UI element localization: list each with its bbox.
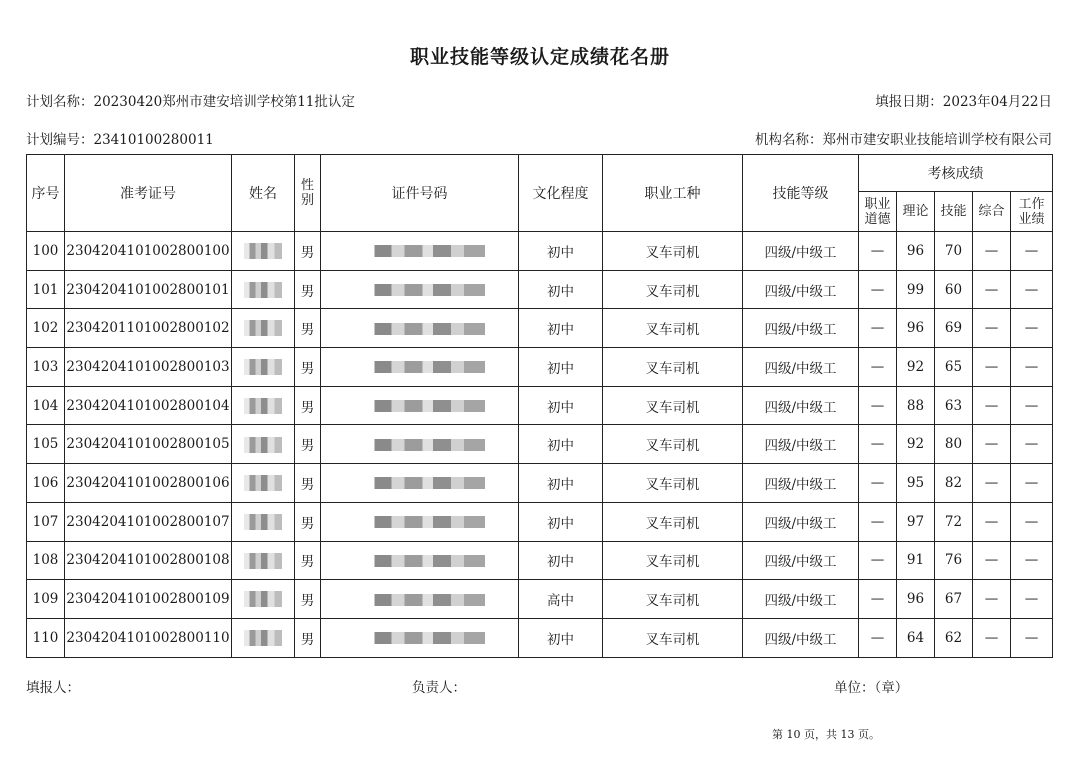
unit-stamp-label: 单位：（章） xyxy=(834,680,909,696)
skill-score-cell: 65 xyxy=(935,348,973,387)
exam-id-cell: 2304204101002800103 xyxy=(65,348,232,387)
redacted-name xyxy=(244,243,282,259)
skill-level-cell: 四级/中级工 xyxy=(743,541,859,580)
skill-level-cell: 四级/中级工 xyxy=(743,348,859,387)
theory-score-cell: 99 xyxy=(897,270,935,309)
exam-id-cell: 2304204101002800104 xyxy=(65,386,232,425)
name-cell xyxy=(232,580,295,619)
education-cell: 初中 xyxy=(519,502,603,541)
comprehensive-score-cell: — xyxy=(973,348,1011,387)
occupation-cell: 叉车司机 xyxy=(603,618,743,657)
table-row xyxy=(27,386,1053,425)
occupation-cell: 叉车司机 xyxy=(603,270,743,309)
education-cell: 初中 xyxy=(519,348,603,387)
redacted-id-number xyxy=(355,477,485,489)
org-name: 机构名称：郑州市建安职业技能培训学校有限公司 xyxy=(755,132,1052,148)
education-cell: 初中 xyxy=(519,270,603,309)
gender-cell: 男 xyxy=(295,309,321,348)
ethics-score-cell: — xyxy=(859,618,897,657)
theory-score-cell: 88 xyxy=(897,386,935,425)
work-score-cell: — xyxy=(1011,386,1053,425)
name-cell xyxy=(232,618,295,657)
col-skill: 技能 xyxy=(935,192,973,232)
seq-cell: 101 xyxy=(27,270,65,309)
header-row xyxy=(27,155,1053,192)
theory-score-cell: 96 xyxy=(897,580,935,619)
theory-score-cell: 91 xyxy=(897,541,935,580)
name-cell xyxy=(232,309,295,348)
skill-score-cell: 82 xyxy=(935,464,973,503)
skill-level-cell: 四级/中级工 xyxy=(743,386,859,425)
exam-id-cell: 2304204101002800101 xyxy=(65,270,232,309)
education-cell: 初中 xyxy=(519,618,603,657)
redacted-name xyxy=(244,320,282,336)
ethics-score-cell: — xyxy=(859,502,897,541)
education-cell: 初中 xyxy=(519,386,603,425)
seq-cell: 103 xyxy=(27,348,65,387)
seq-cell: 110 xyxy=(27,618,65,657)
education-cell: 初中 xyxy=(519,309,603,348)
comprehensive-score-cell: — xyxy=(973,464,1011,503)
redacted-id-number xyxy=(355,284,485,296)
col-gender: 性别 xyxy=(295,155,321,232)
plan-number: 计划编号：23410100280011 xyxy=(26,132,214,148)
seq-cell: 100 xyxy=(27,232,65,271)
exam-id-cell: 2304204101002800100 xyxy=(65,232,232,271)
work-score-cell: — xyxy=(1011,464,1053,503)
redacted-name xyxy=(244,591,282,607)
seq-cell: 108 xyxy=(27,541,65,580)
name-cell xyxy=(232,541,295,580)
table-row xyxy=(27,270,1053,309)
skill-score-cell: 76 xyxy=(935,541,973,580)
redacted-name xyxy=(244,630,282,646)
theory-score-cell: 96 xyxy=(897,232,935,271)
work-score-cell: — xyxy=(1011,618,1053,657)
comprehensive-score-cell: — xyxy=(973,580,1011,619)
gender-cell: 男 xyxy=(295,232,321,271)
table-row xyxy=(27,618,1053,657)
col-id-number: 证件号码 xyxy=(321,155,519,232)
exam-id-cell: 2304204101002800110 xyxy=(65,618,232,657)
skill-score-cell: 60 xyxy=(935,270,973,309)
seq-cell: 107 xyxy=(27,502,65,541)
seq-cell: 104 xyxy=(27,386,65,425)
skill-level-cell: 四级/中级工 xyxy=(743,232,859,271)
redacted-name xyxy=(244,475,282,491)
gender-cell: 男 xyxy=(295,618,321,657)
responsible-label: 负责人： xyxy=(412,680,466,696)
col-occupation: 职业工种 xyxy=(603,155,743,232)
gender-cell: 男 xyxy=(295,541,321,580)
id-number-cell xyxy=(321,541,519,580)
name-cell xyxy=(232,502,295,541)
col-scores: 考核成绩 xyxy=(859,155,1053,192)
skill-score-cell: 70 xyxy=(935,232,973,271)
ethics-score-cell: — xyxy=(859,580,897,619)
name-cell xyxy=(232,464,295,503)
score-roster-table xyxy=(26,154,1053,658)
occupation-cell: 叉车司机 xyxy=(603,502,743,541)
comprehensive-score-cell: — xyxy=(973,541,1011,580)
redacted-name xyxy=(244,359,282,375)
occupation-cell: 叉车司机 xyxy=(603,580,743,619)
occupation-cell: 叉车司机 xyxy=(603,464,743,503)
education-cell: 初中 xyxy=(519,232,603,271)
gender-cell: 男 xyxy=(295,580,321,619)
education-cell: 初中 xyxy=(519,464,603,503)
exam-id-cell: 2304204101002800109 xyxy=(65,580,232,619)
col-work-performance: 工作业绩 xyxy=(1011,192,1053,232)
skill-score-cell: 69 xyxy=(935,309,973,348)
skill-score-cell: 62 xyxy=(935,618,973,657)
name-cell xyxy=(232,386,295,425)
id-number-cell xyxy=(321,232,519,271)
redacted-name xyxy=(244,282,282,298)
redacted-id-number xyxy=(355,594,485,606)
ethics-score-cell: — xyxy=(859,232,897,271)
plan-name: 计划名称：20230420郑州市建安培训学校第11批认定 xyxy=(26,94,355,110)
skill-level-cell: 四级/中级工 xyxy=(743,425,859,464)
col-theory: 理论 xyxy=(897,192,935,232)
seq-cell: 105 xyxy=(27,425,65,464)
col-education: 文化程度 xyxy=(519,155,603,232)
redacted-id-number xyxy=(355,555,485,567)
col-skill-level: 技能等级 xyxy=(743,155,859,232)
skill-score-cell: 80 xyxy=(935,425,973,464)
gender-cell: 男 xyxy=(295,502,321,541)
education-cell: 初中 xyxy=(519,541,603,580)
comprehensive-score-cell: — xyxy=(973,309,1011,348)
theory-score-cell: 97 xyxy=(897,502,935,541)
id-number-cell xyxy=(321,618,519,657)
id-number-cell xyxy=(321,348,519,387)
gender-cell: 男 xyxy=(295,270,321,309)
gender-cell: 男 xyxy=(295,386,321,425)
name-cell xyxy=(232,270,295,309)
ethics-score-cell: — xyxy=(859,270,897,309)
education-cell: 高中 xyxy=(519,580,603,619)
exam-id-cell: 2304201101002800102 xyxy=(65,309,232,348)
redacted-name xyxy=(244,398,282,414)
redacted-id-number xyxy=(355,323,485,335)
comprehensive-score-cell: — xyxy=(973,270,1011,309)
table-row xyxy=(27,232,1053,271)
comprehensive-score-cell: — xyxy=(973,618,1011,657)
name-cell xyxy=(232,425,295,464)
redacted-name xyxy=(244,514,282,530)
table-row xyxy=(27,502,1053,541)
work-score-cell: — xyxy=(1011,270,1053,309)
work-score-cell: — xyxy=(1011,502,1053,541)
exam-id-cell: 2304204101002800107 xyxy=(65,502,232,541)
comprehensive-score-cell: — xyxy=(973,232,1011,271)
work-score-cell: — xyxy=(1011,348,1053,387)
skill-level-cell: 四级/中级工 xyxy=(743,580,859,619)
occupation-cell: 叉车司机 xyxy=(603,386,743,425)
ethics-score-cell: — xyxy=(859,309,897,348)
skill-level-cell: 四级/中级工 xyxy=(743,309,859,348)
ethics-score-cell: — xyxy=(859,348,897,387)
redacted-id-number xyxy=(355,632,485,644)
theory-score-cell: 96 xyxy=(897,309,935,348)
education-cell: 初中 xyxy=(519,425,603,464)
table-row xyxy=(27,541,1053,580)
table-row xyxy=(27,464,1053,503)
redacted-id-number xyxy=(355,245,485,257)
skill-level-cell: 四级/中级工 xyxy=(743,270,859,309)
document-title: 职业技能等级认定成绩花名册 xyxy=(409,46,670,68)
ethics-score-cell: — xyxy=(859,386,897,425)
work-score-cell: — xyxy=(1011,309,1053,348)
occupation-cell: 叉车司机 xyxy=(603,425,743,464)
id-number-cell xyxy=(321,386,519,425)
gender-cell: 男 xyxy=(295,464,321,503)
col-seq: 序号 xyxy=(27,155,65,232)
theory-score-cell: 95 xyxy=(897,464,935,503)
id-number-cell xyxy=(321,309,519,348)
gender-cell: 男 xyxy=(295,348,321,387)
ethics-score-cell: — xyxy=(859,464,897,503)
comprehensive-score-cell: — xyxy=(973,386,1011,425)
id-number-cell xyxy=(321,425,519,464)
name-cell xyxy=(232,232,295,271)
skill-level-cell: 四级/中级工 xyxy=(743,502,859,541)
theory-score-cell: 64 xyxy=(897,618,935,657)
id-number-cell xyxy=(321,270,519,309)
redacted-id-number xyxy=(355,439,485,451)
page-info: 第 10 页，共 13 页。 xyxy=(772,728,880,741)
col-exam-id: 准考证号 xyxy=(65,155,232,232)
gender-cell: 男 xyxy=(295,425,321,464)
col-name: 姓名 xyxy=(232,155,295,232)
work-score-cell: — xyxy=(1011,580,1053,619)
seq-cell: 109 xyxy=(27,580,65,619)
id-number-cell xyxy=(321,580,519,619)
work-score-cell: — xyxy=(1011,425,1053,464)
exam-id-cell: 2304204101002800105 xyxy=(65,425,232,464)
comprehensive-score-cell: — xyxy=(973,502,1011,541)
col-ethics: 职业道德 xyxy=(859,192,897,232)
theory-score-cell: 92 xyxy=(897,425,935,464)
reporter-label: 填报人： xyxy=(26,680,80,696)
col-comprehensive: 综合 xyxy=(973,192,1011,232)
table-row xyxy=(27,580,1053,619)
occupation-cell: 叉车司机 xyxy=(603,309,743,348)
comprehensive-score-cell: — xyxy=(973,425,1011,464)
table-row xyxy=(27,309,1053,348)
table-row xyxy=(27,348,1053,387)
fill-date: 填报日期：2023年04月22日 xyxy=(875,94,1052,110)
ethics-score-cell: — xyxy=(859,541,897,580)
occupation-cell: 叉车司机 xyxy=(603,232,743,271)
work-score-cell: — xyxy=(1011,232,1053,271)
occupation-cell: 叉车司机 xyxy=(603,348,743,387)
skill-score-cell: 63 xyxy=(935,386,973,425)
work-score-cell: — xyxy=(1011,541,1053,580)
redacted-id-number xyxy=(355,516,485,528)
exam-id-cell: 2304204101002800106 xyxy=(65,464,232,503)
redacted-name xyxy=(244,437,282,453)
skill-score-cell: 72 xyxy=(935,502,973,541)
exam-id-cell: 2304204101002800108 xyxy=(65,541,232,580)
skill-level-cell: 四级/中级工 xyxy=(743,464,859,503)
id-number-cell xyxy=(321,502,519,541)
occupation-cell: 叉车司机 xyxy=(603,541,743,580)
redacted-id-number xyxy=(355,400,485,412)
id-number-cell xyxy=(321,464,519,503)
theory-score-cell: 92 xyxy=(897,348,935,387)
seq-cell: 102 xyxy=(27,309,65,348)
skill-level-cell: 四级/中级工 xyxy=(743,618,859,657)
redacted-name xyxy=(244,553,282,569)
name-cell xyxy=(232,348,295,387)
redacted-id-number xyxy=(355,361,485,373)
table-row xyxy=(27,425,1053,464)
ethics-score-cell: — xyxy=(859,425,897,464)
skill-score-cell: 67 xyxy=(935,580,973,619)
seq-cell: 106 xyxy=(27,464,65,503)
